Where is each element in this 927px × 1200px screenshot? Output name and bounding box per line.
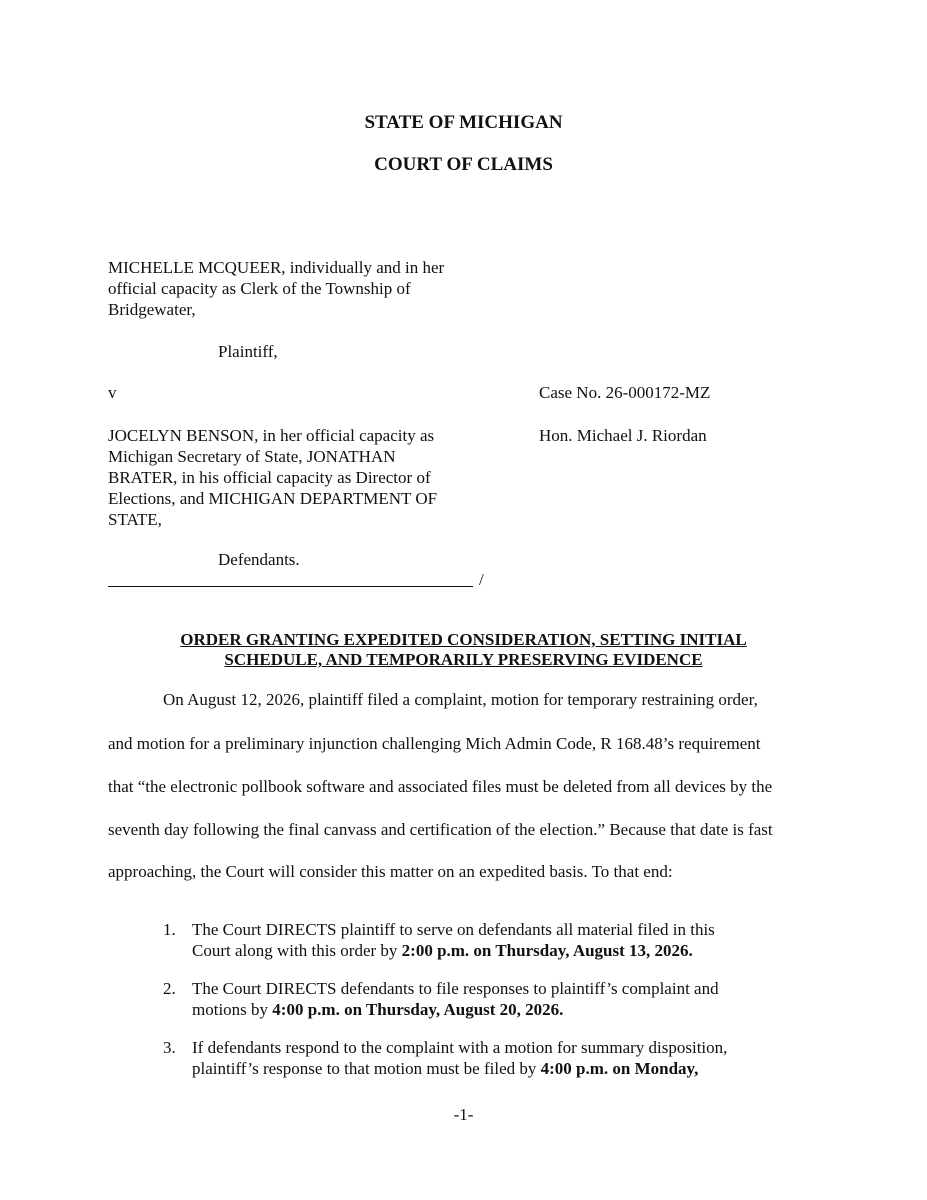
- body-line: that “the electronic pollbook software and associated files must be deleted from all devices by the: [108, 777, 773, 796]
- list-item-number: 1.: [163, 920, 176, 939]
- plaintiff-label: Plaintiff,: [218, 342, 278, 361]
- defendant-line: BRATER, in his official capacity as Director of: [108, 468, 431, 487]
- order-title-line: ORDER GRANTING EXPEDITED CONSIDERATION, SETTING INITIAL: [180, 630, 747, 649]
- body-line: and motion for a preliminary injunction challenging Mich Admin Code, R 168.48’s requirement: [108, 734, 761, 753]
- judge-name: Hon. Michael J. Riordan: [539, 426, 707, 445]
- court-heading: COURT OF CLAIMS: [374, 154, 553, 175]
- list-item-number: 3.: [163, 1038, 176, 1057]
- list-item-line: If defendants respond to the complaint with a motion for summary disposition,: [192, 1038, 728, 1057]
- defendant-line: STATE,: [108, 510, 162, 529]
- plaintiff-line: Bridgewater,: [108, 300, 196, 319]
- defendant-line: Elections, and MICHIGAN DEPARTMENT OF: [108, 489, 438, 508]
- page-number: -1-: [453, 1105, 474, 1124]
- list-item-line: The Court DIRECTS plaintiff to serve on defendants all material filed in this: [192, 920, 715, 939]
- defendant-line: Michigan Secretary of State, JONATHAN: [108, 447, 396, 466]
- order-title-line: SCHEDULE, AND TEMPORARILY PRESERVING EVIDENCE: [224, 650, 703, 669]
- list-item-text: Court along with this order by: [192, 941, 402, 960]
- list-item-line: [192, 999, 563, 1021]
- versus: v: [108, 383, 117, 402]
- deadline-text: 4:00 p.m. on Monday,: [540, 1059, 699, 1078]
- list-item-line: The Court DIRECTS defendants to file responses to plaintiff’s complaint and: [192, 979, 719, 998]
- caption-slash: /: [479, 570, 484, 589]
- state-heading: STATE OF MICHIGAN: [364, 112, 563, 133]
- deadline-text: 4:00 p.m. on Thursday, August 20, 2026.: [272, 1000, 564, 1019]
- body-line: approaching, the Court will consider this matter on an expedited basis. To that end:: [108, 862, 673, 881]
- caption-rule: [108, 586, 473, 587]
- plaintiff-line: MICHELLE MCQUEER, individually and in her: [108, 258, 445, 277]
- deadline-text: 2:00 p.m. on Thursday, August 13, 2026.: [401, 941, 693, 960]
- defendant-label: Defendants.: [218, 550, 300, 569]
- plaintiff-line: official capacity as Clerk of the Township of: [108, 279, 411, 298]
- defendant-line: JOCELYN BENSON, in her official capacity as: [108, 426, 435, 445]
- list-item-number: 2.: [163, 979, 176, 998]
- case-number: Case No. 26-000172-MZ: [539, 383, 711, 402]
- list-item-text: motions by: [192, 1000, 273, 1019]
- list-item-line: [192, 940, 693, 962]
- body-line: On August 12, 2026, plaintiff filed a complaint, motion for temporary restraining order,: [163, 690, 758, 709]
- list-item-text: plaintiff’s response to that motion must be filed by: [192, 1059, 541, 1078]
- list-item-line: [192, 1058, 698, 1080]
- body-line: seventh day following the final canvass and certification of the election.” Because that date is fast: [108, 820, 773, 839]
